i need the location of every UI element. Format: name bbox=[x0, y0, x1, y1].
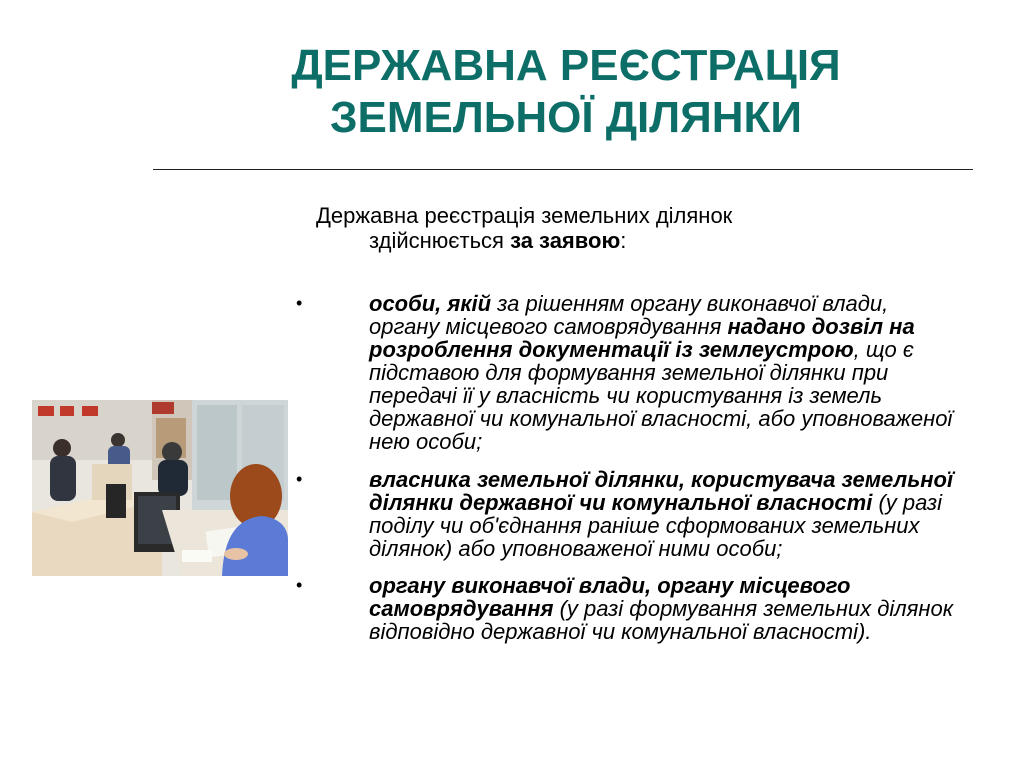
slide-title-line-2: ЗЕМЕЛЬНОЇ ДІЛЯНКИ bbox=[329, 93, 803, 142]
slide-title-line-1: ДЕРЖАВНА РЕЄСТРАЦІЯ bbox=[291, 41, 841, 90]
intro-text bbox=[316, 203, 936, 253]
intro-suffix: : bbox=[620, 228, 627, 253]
bullet-bold: особи, якій bbox=[369, 291, 492, 316]
bullet-list bbox=[296, 292, 986, 643]
office-service-photo-icon bbox=[32, 400, 288, 576]
intro-prefix: здійснюється bbox=[369, 228, 511, 253]
bullet-text bbox=[369, 574, 959, 643]
bullet-bold: власника земельної ділянки, користувача земельної ділянки державної чи комунальної власності bbox=[369, 467, 954, 515]
bullet-regular: , що є підставою для формування земельної ділянки при передачі її у власність чи користування із земель державної чи комунальної власності, або уповноваженої нею особи; bbox=[369, 337, 953, 454]
bullet-marker: • bbox=[296, 293, 303, 313]
slide-title bbox=[150, 40, 982, 144]
list-item bbox=[296, 468, 986, 560]
intro-line-2 bbox=[316, 228, 936, 253]
office-photo bbox=[32, 400, 288, 576]
list-item bbox=[296, 574, 986, 643]
title-divider bbox=[153, 169, 973, 170]
bullet-marker: • bbox=[296, 575, 303, 595]
bullet-bold: органу виконавчої влади, органу місцевого самоврядування bbox=[369, 573, 851, 621]
bullet-regular: (у разі поділу чи об'єднання раніше сформованих земельних ділянок) або уповноваженої ними особи; bbox=[369, 490, 942, 561]
bullet-text bbox=[369, 468, 959, 560]
intro-line-1: Державна реєстрація земельних ділянок bbox=[316, 203, 733, 228]
list-item bbox=[296, 292, 986, 453]
bullet-text bbox=[369, 292, 959, 453]
bullet-regular: за рішенням органу виконавчої влади, органу місцевого самоврядування bbox=[369, 291, 889, 339]
bullet-bold: надано дозвіл на розроблення документації із землеустрою bbox=[369, 314, 915, 362]
intro-bold: за заявою bbox=[510, 228, 621, 253]
bullet-marker: • bbox=[296, 469, 303, 489]
bullet-regular: (у разі формування земельних ділянок відповідно державної чи комунальної власності). bbox=[369, 596, 954, 644]
